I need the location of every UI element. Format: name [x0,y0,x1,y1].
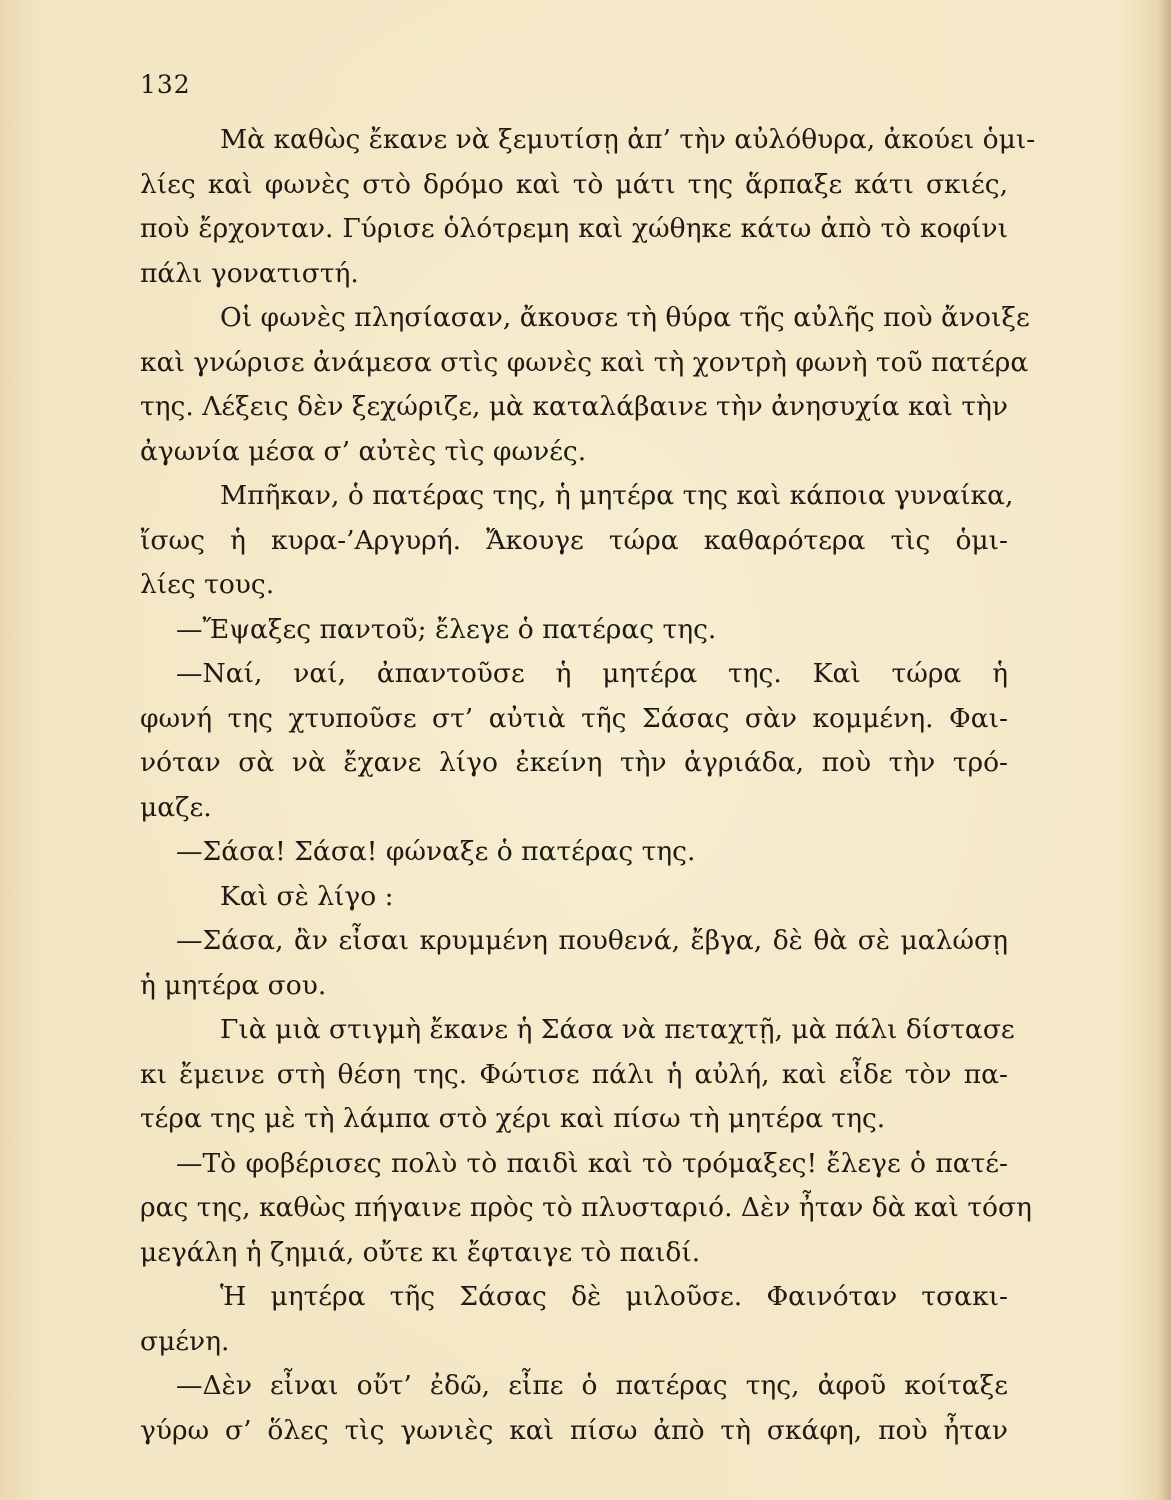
text-line: λίες καὶ φωνὲς στὸ δρόμο καὶ τὸ μάτι της ἅρπαξε κάτι σκιές, [140,168,1008,200]
text-line: νόταν σὰ νὰ ἔχανε λίγο ἐκείνη τὴν ἀγριάδα, ποὺ τὴν τρό- [140,747,1008,778]
text-line: ρας της, καθὼς πήγαινε πρὸς τὸ πλυσταριό. Δὲν ἦταν δὰ καὶ τόση [140,1192,1032,1223]
text-line: Μπῆκαν, ὁ πατέρας της, ἡ μητέρα της καὶ κάποια γυναίκα, [220,480,1014,511]
body-text [140,118,1036,1453]
text-line: γύρω σ’ ὅλες τὶς γωνιὲς καὶ πίσω ἀπὸ τὴ σκάφη, ποὺ ἦταν [140,1414,1008,1446]
text-line: ποὺ ἔρχονταν. Γύρισε ὁλότρεμη καὶ χώθηκε κάτω ἀπὸ τὸ κοφίνι [140,213,1008,244]
text-line: Γιὰ μιὰ στιγμὴ ἔκανε ἡ Σάσα νὰ πεταχτῇ, μὰ πάλι δίστασε [220,1014,1015,1045]
text-line: Οἱ φωνὲς πλησίασαν, ἄκουσε τὴ θύρα τῆς αὐλῆς ποὺ ἄνοιξε [220,302,1030,333]
text-line: Ἡ μητέρα τῆς Σάσας δὲ μιλοῦσε. Φαινόταν τσακι- [220,1281,1008,1312]
text-line: —Ναί, ναί, ἀπαντοῦσε ἡ μητέρα της. Καὶ τώρα ἡ [176,658,1008,689]
text-line: φωνή της χτυποῦσε στ’ αὐτιὰ τῆς Σάσας σὰν κομμένη. Φαι- [140,702,1008,734]
text-line: —Ἔψαξες παντοῦ; ἔλεγε ὁ πατέρας της. [176,613,717,645]
text-line: ἀγωνία μέσα σ’ αὐτὲς τὶς φωνές. [140,435,587,467]
text-line: —Σάσα, ἂν εἶσαι κρυμμένη πουθενά, ἔβγα, δὲ θὰ σὲ μαλώσῃ [176,925,1008,956]
text-line: καὶ γνώρισε ἀνάμεσα στὶς φωνὲς καὶ τὴ χοντρὴ φωνὴ τοῦ πατέρα [140,346,1029,378]
text-line: Καὶ σὲ λίγο : [220,880,394,912]
text-line: —Τὸ φοβέρισες πολὺ τὸ παιδὶ καὶ τὸ τρόμαξες! ἔλεγε ὁ πατέ- [176,1147,1008,1179]
text-line: τέρα της μὲ τὴ λάμπα στὸ χέρι καὶ πίσω τὴ μητέρα της. [140,1103,886,1134]
text-line: ἴσως ἡ κυρα-’Αργυρή. Ἄκουγε τώρα καθαρότερα τὶς ὁμι- [140,524,1008,556]
page-number: 132 [140,70,191,99]
text-line: της. Λέξεις δὲν ξεχώριζε, μὰ καταλάβαινε τὴν ἀνησυχία καὶ τὴν [140,391,1008,422]
text-line: κι ἔμεινε στὴ θέση της. Φώτισε πάλι ἡ αὐλή, καὶ εἶδε τὸν πα- [140,1058,1008,1090]
text-line: —Δὲν εἶναι οὔτ’ ἐδῶ, εἶπε ὁ πατέρας της, ἀφοῦ κοίταξε [176,1370,1008,1401]
text-line: μαζε. [140,791,212,823]
page-edge-shadow [1157,0,1171,1500]
text-line: σμένη. [140,1325,230,1357]
text-line: λίες τους. [140,569,275,600]
text-line: μεγάλη ἡ ζημιά, οὔτε κι ἔφταιγε τὸ παιδί. [140,1236,701,1268]
text-line: —Σάσα! Σάσα! φώναξε ὁ πατέρας της. [176,836,696,867]
text-line: Μὰ καθὼς ἔκανε νὰ ξεμυτίσῃ ἀπ’ τὴν αὐλόθυρα, ἀκούει ὁμι- [220,124,1036,155]
text-line: ἡ μητέρα σου. [140,969,327,1001]
text-line: πάλι γονατιστή. [140,257,359,289]
